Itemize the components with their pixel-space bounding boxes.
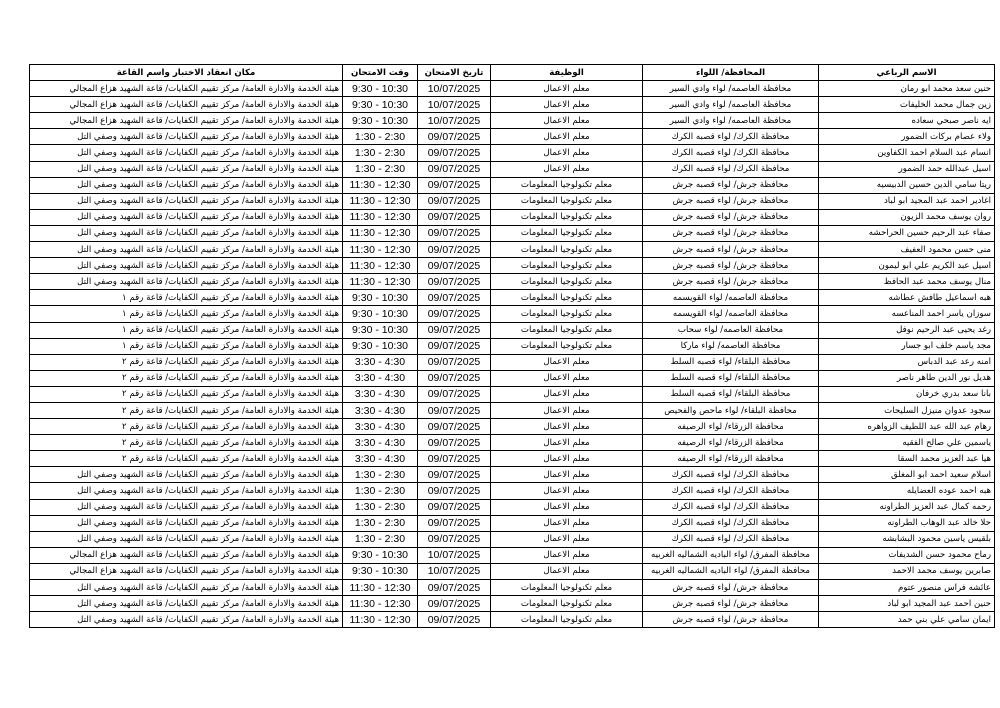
cell-date: 09/07/2025 bbox=[418, 499, 491, 515]
table-row bbox=[30, 209, 995, 225]
cell-date: 09/07/2025 bbox=[418, 612, 491, 628]
cell-date: 10/07/2025 bbox=[418, 97, 491, 113]
cell-name: بلقيس ياسين محمود البشابشه bbox=[819, 531, 995, 547]
cell-time: 9:30 - 10:30 bbox=[343, 97, 418, 113]
table-row bbox=[30, 467, 995, 483]
exam-schedule-table bbox=[29, 64, 995, 628]
cell-name: هديل نور الدين طاهر ناصر bbox=[819, 370, 995, 386]
cell-governorate: محافظة الكرك/ لواء قصبه الكرك bbox=[643, 145, 819, 161]
header-name: الاسم الرباعي bbox=[819, 65, 995, 81]
cell-date: 09/07/2025 bbox=[418, 451, 491, 467]
cell-governorate: محافظة الزرقاء/ لواء الرصيفه bbox=[643, 435, 819, 451]
cell-location: هيئة الخدمة والادارة العامة/ مركز تقييم الكفايات/ قاعة الشهيد هزاع المجالي bbox=[30, 547, 343, 563]
table-row bbox=[30, 547, 995, 563]
cell-location: هيئة الخدمة والادارة العامة/ مركز تقييم الكفايات/ قاعة رقم ١ bbox=[30, 306, 343, 322]
table-row bbox=[30, 354, 995, 370]
table-row bbox=[30, 306, 995, 322]
cell-job: معلم الاعمال bbox=[491, 354, 643, 370]
cell-job: معلم تكنولوجيا المعلومات bbox=[491, 290, 643, 306]
cell-job: معلم الاعمال bbox=[491, 499, 643, 515]
cell-job: معلم الاعمال bbox=[491, 161, 643, 177]
cell-governorate: محافظة جرش/ لواء قصبه جرش bbox=[643, 242, 819, 258]
table-row bbox=[30, 274, 995, 290]
cell-job: معلم الاعمال bbox=[491, 435, 643, 451]
cell-date: 09/07/2025 bbox=[418, 290, 491, 306]
cell-date: 09/07/2025 bbox=[418, 531, 491, 547]
cell-time: 9:30 - 10:30 bbox=[343, 563, 418, 579]
table-row bbox=[30, 580, 995, 596]
cell-time: 3:30 - 4:30 bbox=[343, 402, 418, 418]
cell-name: روان يوسف محمد الزيون bbox=[819, 209, 995, 225]
cell-governorate: محافظة العاصمه/ لواء القويسمه bbox=[643, 306, 819, 322]
cell-time: 3:30 - 4:30 bbox=[343, 419, 418, 435]
cell-time: 3:30 - 4:30 bbox=[343, 354, 418, 370]
cell-governorate: محافظة الكرك/ لواء قصبه الكرك bbox=[643, 499, 819, 515]
cell-location: هيئة الخدمة والادارة العامة/ مركز تقييم الكفايات/ قاعة الشهيد وصفي التل bbox=[30, 274, 343, 290]
cell-governorate: محافظة جرش/ لواء قصبه جرش bbox=[643, 612, 819, 628]
cell-name: اغادير احمد عبد المجيد ابو لباد bbox=[819, 193, 995, 209]
cell-job: معلم تكنولوجيا المعلومات bbox=[491, 580, 643, 596]
cell-name: صابرين يوسف محمد الاحمد bbox=[819, 563, 995, 579]
cell-name: اسيل عبدالله حمد الضمور bbox=[819, 161, 995, 177]
cell-location: هيئة الخدمة والادارة العامة/ مركز تقييم الكفايات/ قاعة الشهيد وصفي التل bbox=[30, 129, 343, 145]
cell-governorate: محافظة العاصمه/ لواء ماركا bbox=[643, 338, 819, 354]
cell-name: حلا خالد عبد الوهاب الطراونه bbox=[819, 515, 995, 531]
cell-job: معلم تكنولوجيا المعلومات bbox=[491, 225, 643, 241]
cell-job: معلم تكنولوجيا المعلومات bbox=[491, 274, 643, 290]
cell-date: 09/07/2025 bbox=[418, 354, 491, 370]
cell-time: 11:30 - 12:30 bbox=[343, 193, 418, 209]
cell-time: 11:30 - 12:30 bbox=[343, 209, 418, 225]
cell-name: سوزان ياسر احمد المناعسه bbox=[819, 306, 995, 322]
cell-date: 09/07/2025 bbox=[418, 145, 491, 161]
table-row bbox=[30, 435, 995, 451]
cell-location: هيئة الخدمة والادارة العامة/ مركز تقييم الكفايات/ قاعة الشهيد وصفي التل bbox=[30, 193, 343, 209]
cell-job: معلم تكنولوجيا المعلومات bbox=[491, 193, 643, 209]
cell-governorate: محافظة المفرق/ لواء الباديه الشماليه الغربيه bbox=[643, 547, 819, 563]
header-row bbox=[30, 65, 995, 81]
cell-date: 09/07/2025 bbox=[418, 209, 491, 225]
cell-date: 09/07/2025 bbox=[418, 129, 491, 145]
cell-location: هيئة الخدمة والادارة العامة/ مركز تقييم الكفايات/ قاعة الشهيد هزاع المجالي bbox=[30, 97, 343, 113]
cell-name: هيا عبد العزيز محمد السقا bbox=[819, 451, 995, 467]
cell-location: هيئة الخدمة والادارة العامة/ مركز تقييم الكفايات/ قاعة الشهيد وصفي التل bbox=[30, 225, 343, 241]
table-row bbox=[30, 483, 995, 499]
cell-location: هيئة الخدمة والادارة العامة/ مركز تقييم الكفايات/ قاعة الشهيد وصفي التل bbox=[30, 531, 343, 547]
cell-location: هيئة الخدمة والادارة العامة/ مركز تقييم الكفايات/ قاعة رقم ٢ bbox=[30, 402, 343, 418]
cell-name: ريتا سامي الدين حسين الدبيسيه bbox=[819, 177, 995, 193]
cell-date: 09/07/2025 bbox=[418, 402, 491, 418]
header-date: تاريخ الامتحان bbox=[418, 65, 491, 81]
cell-time: 1:30 - 2:30 bbox=[343, 161, 418, 177]
cell-date: 09/07/2025 bbox=[418, 483, 491, 499]
cell-time: 1:30 - 2:30 bbox=[343, 483, 418, 499]
cell-name: منال يوسف محمد عبد الحافظ bbox=[819, 274, 995, 290]
table-row bbox=[30, 596, 995, 612]
table-row bbox=[30, 225, 995, 241]
cell-governorate: محافظة البلقاء/ لواء قصبه السلط bbox=[643, 354, 819, 370]
cell-date: 09/07/2025 bbox=[418, 193, 491, 209]
cell-time: 1:30 - 2:30 bbox=[343, 145, 418, 161]
cell-location: هيئة الخدمة والادارة العامة/ مركز تقييم الكفايات/ قاعة رقم ٢ bbox=[30, 354, 343, 370]
cell-name: حنين احمد عبد المجيد ابو لباد bbox=[819, 596, 995, 612]
cell-governorate: محافظة جرش/ لواء قصبه جرش bbox=[643, 225, 819, 241]
cell-location: هيئة الخدمة والادارة العامة/ مركز تقييم الكفايات/ قاعة الشهيد وصفي التل bbox=[30, 145, 343, 161]
table-row bbox=[30, 370, 995, 386]
cell-governorate: محافظة جرش/ لواء قصبه جرش bbox=[643, 580, 819, 596]
cell-time: 11:30 - 12:30 bbox=[343, 274, 418, 290]
cell-time: 9:30 - 10:30 bbox=[343, 81, 418, 97]
cell-time: 1:30 - 2:30 bbox=[343, 467, 418, 483]
cell-time: 11:30 - 12:30 bbox=[343, 225, 418, 241]
cell-job: معلم تكنولوجيا المعلومات bbox=[491, 322, 643, 338]
cell-location: هيئة الخدمة والادارة العامة/ مركز تقييم الكفايات/ قاعة الشهيد وصفي التل bbox=[30, 515, 343, 531]
cell-location: هيئة الخدمة والادارة العامة/ مركز تقييم الكفايات/ قاعة الشهيد وصفي التل bbox=[30, 177, 343, 193]
cell-date: 10/07/2025 bbox=[418, 547, 491, 563]
cell-date: 09/07/2025 bbox=[418, 467, 491, 483]
header-job: الوظيفة bbox=[491, 65, 643, 81]
cell-date: 09/07/2025 bbox=[418, 242, 491, 258]
cell-job: معلم الاعمال bbox=[491, 515, 643, 531]
cell-date: 09/07/2025 bbox=[418, 386, 491, 402]
cell-time: 11:30 - 12:30 bbox=[343, 596, 418, 612]
cell-name: ايمان سامي علي بني حمد bbox=[819, 612, 995, 628]
cell-name: منى حسن محمود العفيف bbox=[819, 242, 995, 258]
cell-time: 11:30 - 12:30 bbox=[343, 580, 418, 596]
cell-date: 09/07/2025 bbox=[418, 225, 491, 241]
cell-time: 1:30 - 2:30 bbox=[343, 499, 418, 515]
header-time: وقت الامتحان bbox=[343, 65, 418, 81]
cell-name: هبه احمد عوده العضايله bbox=[819, 483, 995, 499]
table-row bbox=[30, 97, 995, 113]
cell-governorate: محافظة البلقاء/ لواء قصبه السلط bbox=[643, 386, 819, 402]
cell-date: 09/07/2025 bbox=[418, 258, 491, 274]
table-row bbox=[30, 322, 995, 338]
cell-location: هيئة الخدمة والادارة العامة/ مركز تقييم الكفايات/ قاعة الشهيد وصفي التل bbox=[30, 467, 343, 483]
cell-name: رهام عبد الله عبد اللطيف الزواهره bbox=[819, 419, 995, 435]
cell-job: معلم الاعمال bbox=[491, 129, 643, 145]
table-row bbox=[30, 515, 995, 531]
table-row bbox=[30, 563, 995, 579]
cell-job: معلم تكنولوجيا المعلومات bbox=[491, 596, 643, 612]
cell-governorate: محافظة الكرك/ لواء قصبه الكرك bbox=[643, 483, 819, 499]
cell-location: هيئة الخدمة والادارة العامة/ مركز تقييم الكفايات/ قاعة الشهيد وصفي التل bbox=[30, 161, 343, 177]
cell-name: رماح محمود حسن الشديفات bbox=[819, 547, 995, 563]
cell-location: هيئة الخدمة والادارة العامة/ مركز تقييم الكفايات/ قاعة الشهيد هزاع المجالي bbox=[30, 81, 343, 97]
cell-name: رغد يحيى عبد الرحيم نوفل bbox=[819, 322, 995, 338]
cell-time: 3:30 - 4:30 bbox=[343, 435, 418, 451]
cell-name: هبه اسماعيل طافش عطاشه bbox=[819, 290, 995, 306]
cell-job: معلم الاعمال bbox=[491, 402, 643, 418]
cell-time: 9:30 - 10:30 bbox=[343, 306, 418, 322]
cell-job: معلم الاعمال bbox=[491, 370, 643, 386]
cell-governorate: محافظة جرش/ لواء قصبه جرش bbox=[643, 177, 819, 193]
header-location: مكان انعقاد الاختبار واسم القاعة bbox=[30, 65, 343, 81]
cell-name: حنين سعد محمد ابو رمان bbox=[819, 81, 995, 97]
cell-time: 3:30 - 4:30 bbox=[343, 386, 418, 402]
cell-governorate: محافظة العاصمه/ لواء وادي السير bbox=[643, 113, 819, 129]
cell-job: معلم الاعمال bbox=[491, 145, 643, 161]
cell-location: هيئة الخدمة والادارة العامة/ مركز تقييم الكفايات/ قاعة الشهيد وصفي التل bbox=[30, 483, 343, 499]
table-row bbox=[30, 242, 995, 258]
cell-time: 9:30 - 10:30 bbox=[343, 290, 418, 306]
cell-governorate: محافظة جرش/ لواء قصبه جرش bbox=[643, 274, 819, 290]
cell-location: هيئة الخدمة والادارة العامة/ مركز تقييم الكفايات/ قاعة رقم ٢ bbox=[30, 386, 343, 402]
cell-governorate: محافظة العاصمه/ لواء وادي السير bbox=[643, 97, 819, 113]
cell-job: معلم تكنولوجيا المعلومات bbox=[491, 338, 643, 354]
cell-location: هيئة الخدمة والادارة العامة/ مركز تقييم الكفايات/ قاعة الشهيد وصفي التل bbox=[30, 258, 343, 274]
cell-governorate: محافظة المفرق/ لواء الباديه الشماليه الغربيه bbox=[643, 563, 819, 579]
cell-job: معلم الاعمال bbox=[491, 451, 643, 467]
table-row bbox=[30, 193, 995, 209]
cell-location: هيئة الخدمة والادارة العامة/ مركز تقييم الكفايات/ قاعة رقم ٢ bbox=[30, 370, 343, 386]
cell-time: 1:30 - 2:30 bbox=[343, 129, 418, 145]
cell-location: هيئة الخدمة والادارة العامة/ مركز تقييم الكفايات/ قاعة الشهيد هزاع المجالي bbox=[30, 563, 343, 579]
cell-job: معلم الاعمال bbox=[491, 386, 643, 402]
cell-location: هيئة الخدمة والادارة العامة/ مركز تقييم الكفايات/ قاعة الشهيد وصفي التل bbox=[30, 612, 343, 628]
table-row bbox=[30, 145, 995, 161]
cell-job: معلم تكنولوجيا المعلومات bbox=[491, 612, 643, 628]
table-row bbox=[30, 499, 995, 515]
cell-name: ولاء عصام بركات الضمور bbox=[819, 129, 995, 145]
cell-governorate: محافظة الكرك/ لواء قصبه الكرك bbox=[643, 531, 819, 547]
cell-time: 3:30 - 4:30 bbox=[343, 451, 418, 467]
cell-job: معلم الاعمال bbox=[491, 563, 643, 579]
table-row bbox=[30, 258, 995, 274]
cell-job: معلم تكنولوجيا المعلومات bbox=[491, 177, 643, 193]
cell-name: اسيل عبد الكريم علي ابو ليمون bbox=[819, 258, 995, 274]
cell-date: 10/07/2025 bbox=[418, 81, 491, 97]
table-row bbox=[30, 451, 995, 467]
cell-name: زين جمال محمد الخليفات bbox=[819, 97, 995, 113]
cell-name: مجد ياسم خلف ابو جسار bbox=[819, 338, 995, 354]
cell-time: 9:30 - 10:30 bbox=[343, 338, 418, 354]
cell-time: 9:30 - 10:30 bbox=[343, 547, 418, 563]
cell-governorate: محافظة جرش/ لواء قصبه جرش bbox=[643, 193, 819, 209]
cell-governorate: محافظة البلقاء/ لواء ماحص والفحيص bbox=[643, 402, 819, 418]
cell-location: هيئة الخدمة والادارة العامة/ مركز تقييم الكفايات/ قاعة الشهيد وصفي التل bbox=[30, 209, 343, 225]
cell-date: 09/07/2025 bbox=[418, 338, 491, 354]
header-governorate: المحافظة/ اللواء bbox=[643, 65, 819, 81]
table-row bbox=[30, 129, 995, 145]
cell-date: 10/07/2025 bbox=[418, 113, 491, 129]
cell-time: 3:30 - 4:30 bbox=[343, 370, 418, 386]
cell-job: معلم الاعمال bbox=[491, 81, 643, 97]
cell-name: ياسمين علي صالح الفقيه bbox=[819, 435, 995, 451]
cell-location: هيئة الخدمة والادارة العامة/ مركز تقييم الكفايات/ قاعة رقم ١ bbox=[30, 290, 343, 306]
table-row bbox=[30, 386, 995, 402]
cell-location: هيئة الخدمة والادارة العامة/ مركز تقييم الكفايات/ قاعة الشهيد وصفي التل bbox=[30, 242, 343, 258]
cell-job: معلم الاعمال bbox=[491, 483, 643, 499]
cell-location: هيئة الخدمة والادارة العامة/ مركز تقييم الكفايات/ قاعة الشهيد هزاع المجالي bbox=[30, 113, 343, 129]
table-row bbox=[30, 113, 995, 129]
cell-location: هيئة الخدمة والادارة العامة/ مركز تقييم الكفايات/ قاعة رقم ٢ bbox=[30, 419, 343, 435]
cell-location: هيئة الخدمة والادارة العامة/ مركز تقييم الكفايات/ قاعة الشهيد وصفي التل bbox=[30, 580, 343, 596]
cell-governorate: محافظة جرش/ لواء قصبه جرش bbox=[643, 209, 819, 225]
cell-date: 09/07/2025 bbox=[418, 419, 491, 435]
cell-name: صفاء عبد الرحيم حسين الحراحشه bbox=[819, 225, 995, 241]
cell-location: هيئة الخدمة والادارة العامة/ مركز تقييم الكفايات/ قاعة الشهيد وصفي التل bbox=[30, 596, 343, 612]
table-row bbox=[30, 402, 995, 418]
cell-date: 09/07/2025 bbox=[418, 596, 491, 612]
cell-name: اسلام سعيد احمد ابو المغلق bbox=[819, 467, 995, 483]
cell-date: 10/07/2025 bbox=[418, 563, 491, 579]
cell-date: 09/07/2025 bbox=[418, 580, 491, 596]
cell-governorate: محافظة العاصمه/ لواء سحاب bbox=[643, 322, 819, 338]
table-row bbox=[30, 290, 995, 306]
cell-location: هيئة الخدمة والادارة العامة/ مركز تقييم الكفايات/ قاعة رقم ٢ bbox=[30, 451, 343, 467]
cell-job: معلم الاعمال bbox=[491, 547, 643, 563]
table-row bbox=[30, 177, 995, 193]
cell-governorate: محافظة الزرقاء/ لواء الرصيفه bbox=[643, 451, 819, 467]
cell-date: 09/07/2025 bbox=[418, 161, 491, 177]
cell-job: معلم تكنولوجيا المعلومات bbox=[491, 209, 643, 225]
cell-date: 09/07/2025 bbox=[418, 306, 491, 322]
cell-governorate: محافظة البلقاء/ لواء قصبه السلط bbox=[643, 370, 819, 386]
cell-time: 1:30 - 2:30 bbox=[343, 515, 418, 531]
table-row bbox=[30, 81, 995, 97]
cell-time: 11:30 - 12:30 bbox=[343, 177, 418, 193]
cell-name: ايه ناصر صبحي سعاده bbox=[819, 113, 995, 129]
cell-job: معلم تكنولوجيا المعلومات bbox=[491, 306, 643, 322]
cell-date: 09/07/2025 bbox=[418, 177, 491, 193]
cell-date: 09/07/2025 bbox=[418, 370, 491, 386]
cell-job: معلم الاعمال bbox=[491, 419, 643, 435]
cell-time: 1:30 - 2:30 bbox=[343, 531, 418, 547]
cell-job: معلم تكنولوجيا المعلومات bbox=[491, 242, 643, 258]
cell-job: معلم الاعمال bbox=[491, 113, 643, 129]
cell-governorate: محافظة الكرك/ لواء قصبه الكرك bbox=[643, 129, 819, 145]
cell-date: 09/07/2025 bbox=[418, 515, 491, 531]
cell-time: 9:30 - 10:30 bbox=[343, 113, 418, 129]
table-row bbox=[30, 338, 995, 354]
cell-governorate: محافظة العاصمه/ لواء القويسمه bbox=[643, 290, 819, 306]
cell-name: انسام عبد السلام احمد الكفاوين bbox=[819, 145, 995, 161]
cell-time: 11:30 - 12:30 bbox=[343, 242, 418, 258]
cell-location: هيئة الخدمة والادارة العامة/ مركز تقييم الكفايات/ قاعة رقم ٢ bbox=[30, 435, 343, 451]
cell-governorate: محافظة الزرقاء/ لواء الرصيفه bbox=[643, 419, 819, 435]
cell-location: هيئة الخدمة والادارة العامة/ مركز تقييم الكفايات/ قاعة رقم ١ bbox=[30, 322, 343, 338]
cell-name: عائشه فراس منصور عتوم bbox=[819, 580, 995, 596]
cell-location: هيئة الخدمة والادارة العامة/ مركز تقييم الكفايات/ قاعة رقم ١ bbox=[30, 338, 343, 354]
cell-date: 09/07/2025 bbox=[418, 274, 491, 290]
table-row bbox=[30, 161, 995, 177]
cell-job: معلم تكنولوجيا المعلومات bbox=[491, 258, 643, 274]
cell-governorate: محافظة العاصمه/ لواء وادي السير bbox=[643, 81, 819, 97]
cell-governorate: محافظة جرش/ لواء قصبه جرش bbox=[643, 596, 819, 612]
table-row bbox=[30, 531, 995, 547]
cell-name: سجود عدوان منيزل السليحات bbox=[819, 402, 995, 418]
table-row bbox=[30, 419, 995, 435]
cell-time: 9:30 - 10:30 bbox=[343, 322, 418, 338]
cell-job: معلم الاعمال bbox=[491, 531, 643, 547]
cell-name: بانا سعد بدري خرفان bbox=[819, 386, 995, 402]
table-row bbox=[30, 612, 995, 628]
cell-name: رحمه كمال عبد العزيز الطراونه bbox=[819, 499, 995, 515]
cell-name: امنه رعد عبد الدباس bbox=[819, 354, 995, 370]
cell-date: 09/07/2025 bbox=[418, 322, 491, 338]
cell-time: 11:30 - 12:30 bbox=[343, 258, 418, 274]
cell-job: معلم الاعمال bbox=[491, 97, 643, 113]
cell-governorate: محافظة الكرك/ لواء قصبه الكرك bbox=[643, 515, 819, 531]
cell-governorate: محافظة جرش/ لواء قصبه جرش bbox=[643, 258, 819, 274]
cell-governorate: محافظة الكرك/ لواء قصبه الكرك bbox=[643, 161, 819, 177]
cell-date: 09/07/2025 bbox=[418, 435, 491, 451]
cell-job: معلم الاعمال bbox=[491, 467, 643, 483]
cell-time: 11:30 - 12:30 bbox=[343, 612, 418, 628]
cell-location: هيئة الخدمة والادارة العامة/ مركز تقييم الكفايات/ قاعة الشهيد وصفي التل bbox=[30, 499, 343, 515]
cell-governorate: محافظة الكرك/ لواء قصبه الكرك bbox=[643, 467, 819, 483]
